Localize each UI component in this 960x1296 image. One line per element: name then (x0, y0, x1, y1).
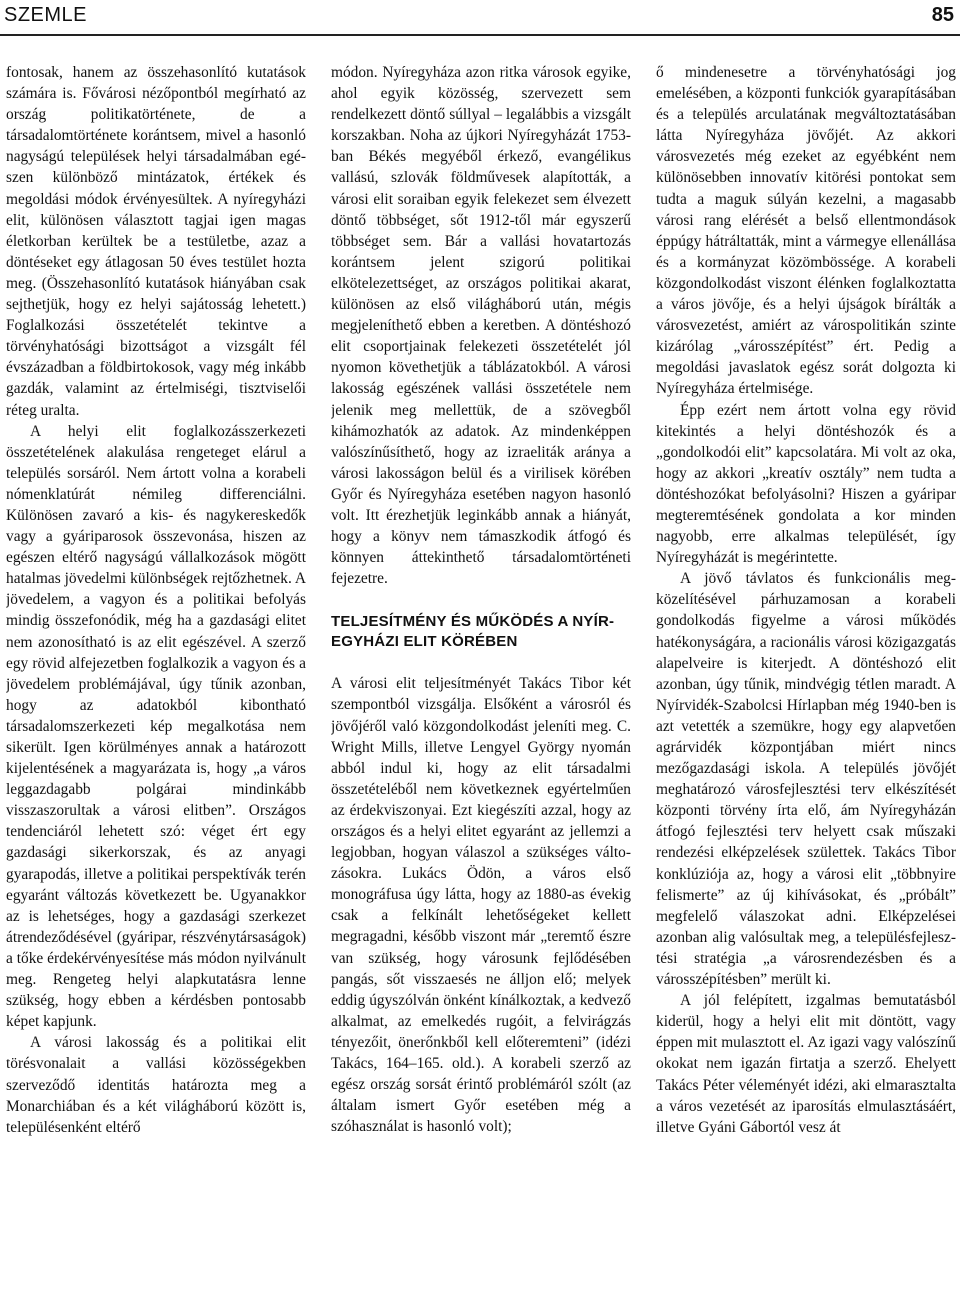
paragraph: ő mindenesetre a törvényhatósági jog emelésében, a központi funkciók gyarapításában és a település arculatának megváltoztatásában látta Nyíregyháza jövőjét. Az akkori városvezetés még ezeket az egyébként nem különösebben innovatív kitörési pontokat sem tudta a maguk súlyán kezelni, a magasabb városi rang elérését a belső ellentmondások éppúgy hátráltatták, mint a vármegye ellenállása és a kormányzat közömbössége. A korabeli közgondolkodást viszont élénken foglalkoztatta a város jövője, és a helyi újságok bírálták a városvezetést, amiért az várospolitikán szinte kizárólag „városszépítést” ért. Pedig a megoldási javaslatok egész sorát dolgozta ki Nyíregyháza értelmisége. (656, 64, 956, 398)
paragraph: A városi lakosság és a politikai elit törésvonalait a vallási közösségekben szerveződő identitás határozta meg a Monarchiában és a két világháború között is, településenként eltérő (6, 1034, 306, 1136)
text-column-1 (6, 62, 306, 1296)
section-title: SZEMLE (4, 4, 88, 26)
paragraph: Épp ezért nem ártott volna egy rövid kitekintés a helyi döntéshozók és a „gondolkodói elit” kapcsolatára. Mi volt az oka, hogy az akkori „kreatív osztály” nem tudta a döntéshozókat befolyásolni? Hiszen a gyáripar megteremtésének gondolata a kor minden nagyobb, erre alkalmas települését, így Nyíregyházát is megérintette. (656, 401, 956, 567)
paragraph: A városi elit teljesítményét Takács Tibor két szempontból vizsgálja. Elsőként a városról és jövőjéről való közgondolkodást jeleníti meg. C. Wright Mills, illetve Lengyel György nyomán abból indul ki, hogy az elit társadalmi összetételéből nem következnek egyértelműen az érdekviszonyai. Ezt kiegészíti azzal, hogy az országos és a helyi elitet egyaránt az jellemzi a legjobban, hogyan válaszol a szükséges változásokra. Lukács Ödön, a város első monográfusa úgy látta, hogy az 1880-as évekig csak a felkínált lehetőségeket kellett megragadni, később viszont már „teremtő észre van szükség, hogy városunk fejlődésében pangás, sőt visszaesés ne álljon elő; melyek eddig úgyszólván önként kínálkoztak, a kedvező alkalmat, az emelkedés rugóit, a felvirágzás tényezőit, önerőnkből kell előteremteni” (idézi Takács, 164–165. old.). A korabeli szerző az egész ország sorsát érintő problémáról szólt (az általam ismert Győr esetében még a szóhasználat is hasonló volt); (331, 675, 631, 1136)
paragraph: A helyi elit foglalkozásszerkezeti összetételének alakulása rengeteget elárul a település sorsáról. Nem ártott volna a korabeli nómenklatúrát némileg differenciálni. Különösen zavaró a kis- és nagykereskedők vagy a gyáriparosok összevonása, hiszen az egészen eltérő nagyságú vállalkozások mögött hatalmas jövedelmi különbségek rejtőzhetnek. A jövedelem, a vagyon és a politikai befolyás mindig összefonódik, még ha a gazdasági elitet nem azonosítható is az elit egészével. A szerző egy rövid alfejezetben foglalkozik a vagyon és a jövedelem problémájával, úgy tűnik azonban, hogy az adatokból kibontható társadalomszerkezeti kép megalkotása nem sikerült. Igen körülményes annak a határozott kijelentésének a magyarázata is, hogy „a város leggazdagabb polgárai mindinkább visszaszorultak a városi elitben”. Országos tendenciáról lehetett szó: véget ért egy gazdasági sikerkorszak, és az anyagi gyarapodás, illetve a politikai perspektívák terén egyaránt változás következett be. Ugyanakkor az is lehetséges, hogy a gazdasági szerkezet átrendeződésével (gyáripar, részvénytársaságok) a tőke érdekérvényesítése más módon nyilvánult meg. Rengeteg helyi alapkutatásra lenne szükség, hogy ebben a kérdésben pontosabb képet kapjunk. (6, 422, 306, 1031)
text-column-2 (331, 62, 631, 1296)
paragraph: A jövő távlatos és funkcionális megközelítésével párhuzamosan a korabeli gondolkodás figyelme a városi működés hatékonyságára, a racionális városi közigazgatás alapelveire is kiterjedt. A döntéshozó elit azonban, úgy tűnik, mindvégig tétlen maradt. A Nyírvidék-Szabolcsi Hírlapban még 1940-ben is azt vetették a szemükre, hogy egy alapvetően agrárvidék központjában miért nincs mezőgazdasági iskola. A település jövőjét meghatározó városfejlesztési terv elkészítését központi törvény írta elő, ám Nyíregyházán átfogó fejlesztési terv helyett csak műszaki rendezési elképzelések születtek. Takács Tibor konklúziója az, hogy a városi elit „többnyire felismerte” az új kihívásokat, és „próbált” megfelelő válaszokat adni. Elképzelései azonban alig valósultak meg, a településfejlesztési stratégia „a városrendezésben és a városszépítésben” merült ki. (656, 570, 956, 989)
running-header (0, 0, 960, 36)
text-column-3 (656, 62, 956, 1296)
paragraph: fontosak, hanem az összehasonlító kutatások számára is. Fővárosi nézőpontból megírható az ország politikatörténete, de a társadalomtörténete korántsem, mivel a hasonló nagyságú települések helyi társadalmában egészen különböző mintázatok, értékek és megoldási módok érvényesültek. A nyíregyházi elit, különösen választott tagjai igen magas életkorban kerültek be a testületbe, azaz a döntéseket egy átlagosan 50 éves testület hozta meg. (Összehasonlító kutatások hiányában csak sejthetjük, hogy ez helyi sajátosság lehetett.) Foglalkozási összetételét tekintve a törvényhatósági bizottságot a vizsgált fél évszázadban a földbirtokosok, vagy még inkább gazdák, valamint az értelmiségi, tisztviselői réteg uralta. (6, 64, 306, 419)
paragraph: módon. Nyíregyháza azon ritka városok egyike, ahol egyik közösség, szervezett sem rendelkezett döntő súllyal – legalábbis a vizsgált korszakban. Noha az újkori Nyíregyházát 1753-ban Békés megyéből érkező, evangélikus vallású, szlovák földművesek alapították, a városi elit soraiban egyik felekezet sem élvezett döntő többséget, sőt 1912-től már egyszerű többséget sem. Bár a vallási hovatartozás korántsem jelent szigorú politikai elkötelezettséget, az országos politikai akarat, különösen az első világháború után, mégis megjeleníthető ebben a keretben. A döntéshozó elit csoportjainak felekezeti összetételét jól nyomon követhetjük a táblázatokból. A városi lakosság egészének vallási összetétele nem jelenik meg mellettük, de a szövegből kihámozhatók az adatok. Az mindenképpen valószínűsíthető, hogy az izraeliták aránya a városi lakosságon belül és a virilisek körében Győr és Nyíregyháza esetében nagyon hasonló volt. Itt érezhetjük leginkább annak a hiányát, hogy a könyv nem támaszkodik átfogó és könnyen áttekinthető társadalomtörténeti fejezetre. (331, 64, 631, 588)
paragraph: A jól felépített, izgalmas bemutatásból kiderül, hogy a helyi elit mit döntött, vagy éppen mit mulasztott el. Az igazi vagy valószínű okokat nem igazán firtatja a szerző. Ehelyett Takács Péter véleményét idézi, aki elmarasztalta a város vezetését az iparosítás elmulasztásáért, illetve Gyáni Gábortól vesz át (656, 992, 956, 1136)
section-heading: TELJESÍTMÉNY ÉS MŰKÖDÉS A NYÍREGYHÁZI ELIT KÖRÉBEN (331, 613, 614, 651)
page-number: 85 (931, 4, 954, 26)
